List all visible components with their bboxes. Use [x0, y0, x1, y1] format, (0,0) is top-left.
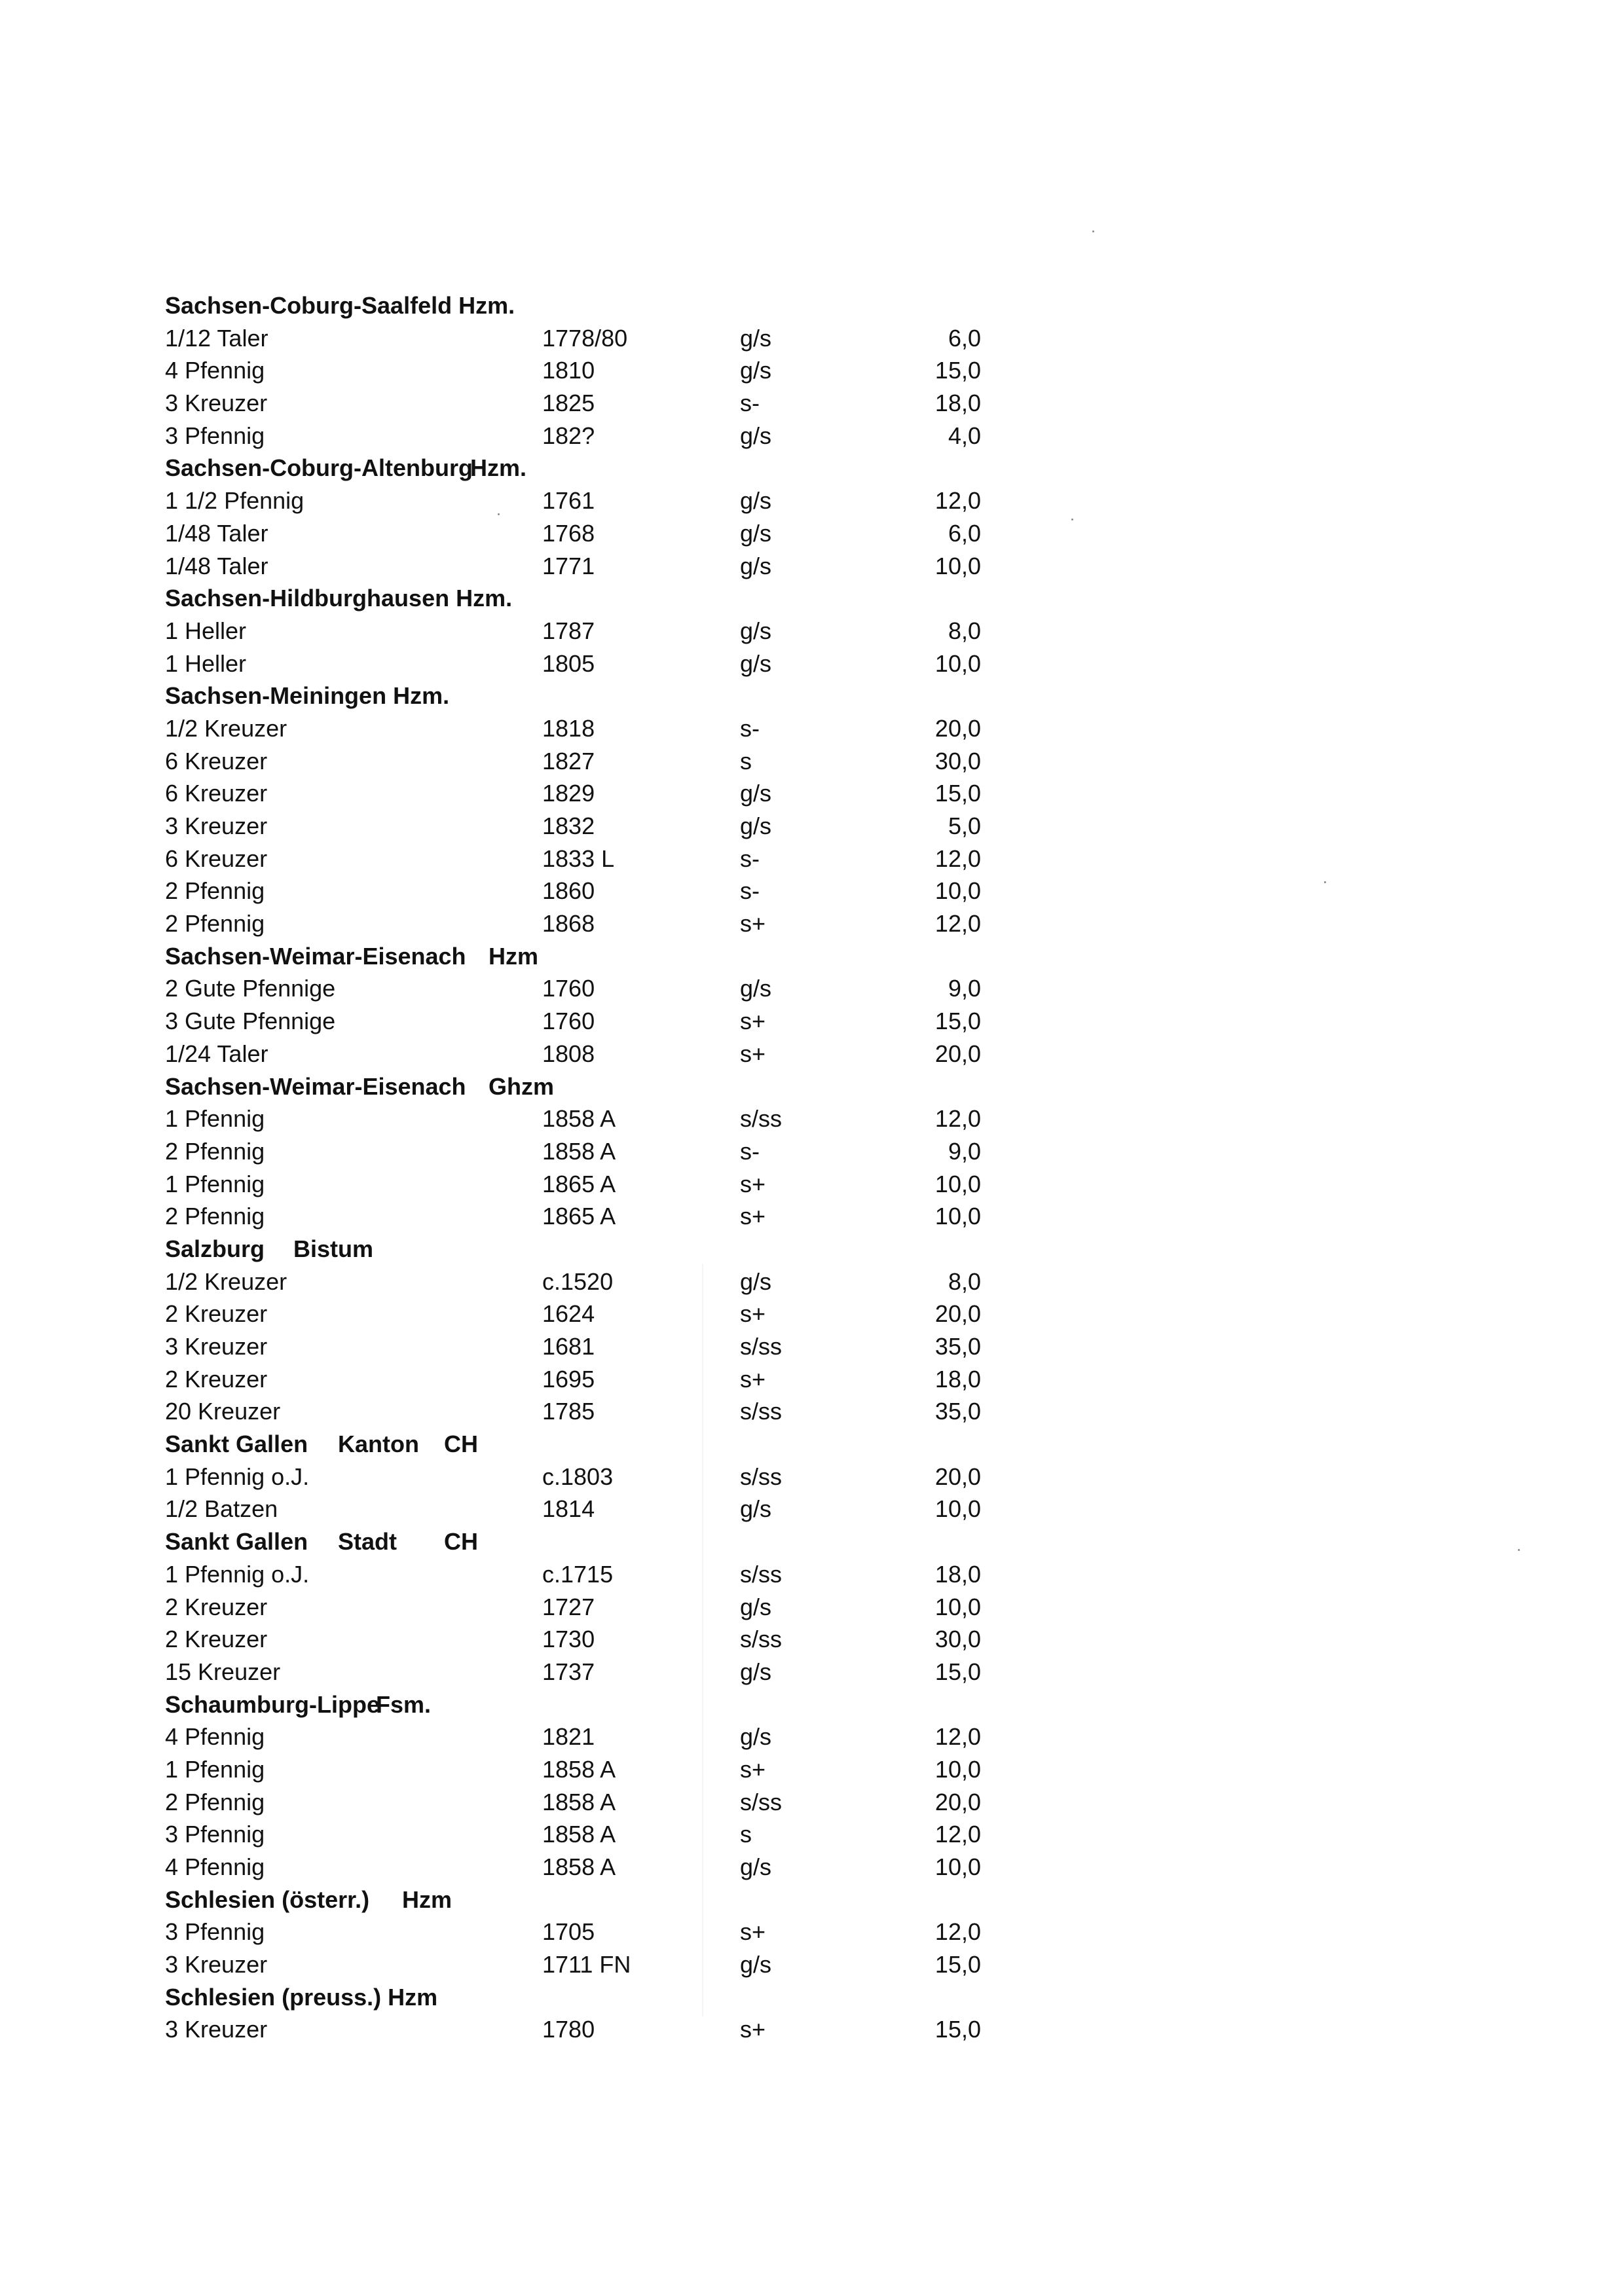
coin-price: 10,0 [934, 649, 981, 677]
coin-price: 18,0 [934, 1560, 981, 1588]
coin-denomination: 4 Pfennig [165, 1723, 265, 1751]
coin-row [162, 647, 1027, 680]
coin-year: 1681 [542, 1333, 595, 1360]
coin-grade: g/s [740, 1723, 772, 1751]
coin-year: 1858 A [542, 1788, 616, 1815]
coin-row [162, 1786, 1027, 1819]
coin-price: 10,0 [934, 877, 981, 905]
coin-denomination: 1 Heller [165, 617, 247, 644]
coin-row [162, 1818, 1027, 1851]
coin-year: 182? [542, 422, 595, 449]
scan-speck [1071, 519, 1073, 520]
coin-denomination: 1 1/2 Pfennig [165, 487, 304, 515]
coin-grade: s+ [740, 1203, 766, 1230]
coin-price: 15,0 [934, 1008, 981, 1035]
coin-price: 6,0 [948, 519, 981, 547]
coin-denomination: 2 Pfennig [165, 877, 265, 905]
coin-grade: g/s [740, 552, 772, 579]
coin-row [162, 550, 1027, 583]
coin-year: 1771 [542, 552, 595, 579]
coin-denomination: 1 Pfennig o.J. [165, 1560, 310, 1588]
section-territory: Sachsen-Coburg-Altenburg [165, 454, 473, 482]
coin-grade: g/s [740, 975, 772, 1002]
coin-row [162, 1948, 1027, 1981]
coin-price: 4,0 [948, 422, 981, 449]
section-territory: Schaumburg-Lippe [165, 1690, 380, 1718]
coin-year: c.1803 [542, 1463, 614, 1490]
coin-price: 12,0 [934, 1821, 981, 1848]
coin-price: 30,0 [934, 1626, 981, 1653]
coin-price: 18,0 [934, 1365, 981, 1393]
coin-denomination: 1/48 Taler [165, 552, 268, 579]
section-qualifier: Hzm [489, 942, 539, 970]
coin-price: 10,0 [934, 1495, 981, 1523]
coin-year: 1860 [542, 877, 595, 905]
coin-year: 1760 [542, 1008, 595, 1035]
coin-price: 12,0 [934, 910, 981, 938]
coin-price: 30,0 [934, 747, 981, 774]
coin-price: 9,0 [948, 975, 981, 1002]
coin-price: 20,0 [934, 1300, 981, 1328]
coin-grade: s/ss [740, 1788, 783, 1815]
coin-year: 1711 FN [542, 1951, 631, 1978]
coin-grade: g/s [740, 1951, 772, 1978]
coin-denomination: 1/2 Kreuzer [165, 714, 287, 742]
coin-grade: s- [740, 714, 760, 742]
coin-row [162, 1493, 1027, 1525]
coin-grade: s/ss [740, 1560, 783, 1588]
coin-price: 20,0 [934, 1040, 981, 1067]
section-territory: Salzburg [165, 1235, 265, 1262]
coin-row [162, 1168, 1027, 1201]
coin-price: 20,0 [934, 1463, 981, 1490]
section-heading [162, 1981, 1027, 2014]
coin-denomination: 2 Kreuzer [165, 1593, 268, 1620]
coin-price: 10,0 [934, 1853, 981, 1880]
coin-year: 1805 [542, 649, 595, 677]
coin-grade: s- [740, 845, 760, 872]
coin-denomination: 1 Heller [165, 649, 247, 677]
coin-grade: g/s [740, 519, 772, 547]
coin-year: 1832 [542, 812, 595, 839]
coin-grade: g/s [740, 617, 772, 644]
coin-row [162, 1753, 1027, 1786]
coin-grade: s+ [740, 1300, 766, 1328]
scan-speck [1518, 1549, 1520, 1551]
coin-year: 1780 [542, 2016, 595, 2043]
coin-row [162, 1330, 1027, 1363]
coin-grade: g/s [740, 1853, 772, 1880]
coin-denomination: 3 Kreuzer [165, 1333, 268, 1360]
coin-year: c.1715 [542, 1560, 614, 1588]
section-territory: Sachsen-Meiningen Hzm. [165, 682, 450, 710]
coin-row [162, 1916, 1027, 1948]
coin-year: 1829 [542, 780, 595, 807]
scan-column-shadow [702, 1264, 703, 2016]
coin-year: 1858 A [542, 1105, 616, 1133]
coin-row [162, 354, 1027, 387]
coin-row [162, 712, 1027, 745]
coin-denomination: 3 Pfennig [165, 1918, 265, 1946]
coin-price: 10,0 [934, 1170, 981, 1197]
coin-year: 1825 [542, 390, 595, 417]
coin-price: 15,0 [934, 1951, 981, 1978]
coin-denomination: 1/12 Taler [165, 324, 268, 352]
coin-price: 8,0 [948, 617, 981, 644]
section-heading [162, 1884, 1027, 1916]
section-heading [162, 1070, 1027, 1103]
coin-year: 1818 [542, 714, 595, 742]
section-heading [162, 1688, 1027, 1721]
coin-denomination: 4 Pfennig [165, 357, 265, 384]
coin-year: 1814 [542, 1495, 595, 1523]
coin-row [162, 810, 1027, 843]
coin-row [162, 1591, 1027, 1624]
section-qualifier: CH [444, 1430, 478, 1458]
coin-price: 12,0 [934, 487, 981, 515]
coin-year: 1808 [542, 1040, 595, 1067]
coin-row [162, 1200, 1027, 1233]
section-qualifier: Hzm. [470, 454, 527, 482]
coin-row [162, 875, 1027, 907]
coin-row [162, 615, 1027, 647]
coin-year: 1865 A [542, 1170, 616, 1197]
coin-denomination: 1 Pfennig o.J. [165, 1463, 310, 1490]
coin-denomination: 4 Pfennig [165, 1853, 265, 1880]
section-territory: Schlesien (preuss.) Hzm [165, 1983, 438, 2011]
coin-price: 15,0 [934, 2016, 981, 2043]
section-heading [162, 1428, 1027, 1461]
section-territory: Sachsen-Weimar-Eisenach [165, 1072, 466, 1100]
coin-row [162, 907, 1027, 940]
section-qualifier: Ghzm [489, 1072, 555, 1100]
coin-row [162, 1005, 1027, 1038]
section-heading [162, 680, 1027, 712]
coin-row [162, 1266, 1027, 1298]
coin-row [162, 420, 1027, 452]
section-territory: Sachsen-Hildburghausen Hzm. [165, 585, 513, 612]
coin-row [162, 1851, 1027, 1884]
coin-price: 9,0 [948, 1137, 981, 1165]
coin-catalog-list [162, 289, 1027, 2046]
coin-denomination: 2 Kreuzer [165, 1300, 268, 1328]
coin-year: 1858 A [542, 1755, 616, 1783]
coin-price: 8,0 [948, 1267, 981, 1295]
coin-row [162, 1395, 1027, 1428]
coin-denomination: 2 Pfennig [165, 1137, 265, 1165]
section-heading [162, 1525, 1027, 1558]
coin-grade: g/s [740, 422, 772, 449]
coin-denomination: 1/48 Taler [165, 519, 268, 547]
coin-grade: s/ss [740, 1105, 783, 1133]
coin-denomination: 1 Pfennig [165, 1755, 265, 1783]
coin-grade: g/s [740, 357, 772, 384]
coin-grade: s+ [740, 1365, 766, 1393]
coin-price: 35,0 [934, 1333, 981, 1360]
coin-row [162, 1298, 1027, 1330]
coin-year: 1737 [542, 1658, 595, 1685]
coin-grade: g/s [740, 1658, 772, 1685]
section-heading [162, 452, 1027, 484]
coin-year: 1727 [542, 1593, 595, 1620]
coin-year: 1760 [542, 975, 595, 1002]
coin-year: 1858 A [542, 1137, 616, 1165]
coin-row [162, 1623, 1027, 1656]
coin-denomination: 2 Pfennig [165, 910, 265, 938]
coin-grade: g/s [740, 1593, 772, 1620]
section-territory: Sankt Gallen [165, 1528, 308, 1556]
section-territory: Sachsen-Weimar-Eisenach [165, 942, 466, 970]
coin-price: 12,0 [934, 1105, 981, 1133]
coin-row [162, 387, 1027, 420]
coin-year: 1705 [542, 1918, 595, 1946]
coin-year: 1785 [542, 1398, 595, 1425]
coin-grade: s+ [740, 1040, 766, 1067]
coin-price: 18,0 [934, 390, 981, 417]
coin-grade: s/ss [740, 1333, 783, 1360]
coin-year: 1624 [542, 1300, 595, 1328]
coin-grade: s- [740, 877, 760, 905]
coin-price: 10,0 [934, 552, 981, 579]
coin-denomination: 3 Kreuzer [165, 1951, 268, 1978]
coin-price: 10,0 [934, 1593, 981, 1620]
coin-denomination: 3 Pfennig [165, 422, 265, 449]
coin-row [162, 777, 1027, 810]
coin-grade: g/s [740, 780, 772, 807]
section-territory: Sachsen-Coburg-Saalfeld Hzm. [165, 292, 515, 319]
coin-denomination: 15 Kreuzer [165, 1658, 281, 1685]
coin-grade: s+ [740, 1755, 766, 1783]
coin-row [162, 517, 1027, 550]
section-territory: Sankt Gallen [165, 1430, 308, 1458]
section-qualifier: Bistum [293, 1235, 374, 1262]
coin-grade: g/s [740, 487, 772, 515]
section-heading [162, 1233, 1027, 1266]
coin-denomination: 2 Kreuzer [165, 1365, 268, 1393]
coin-grade: g/s [740, 812, 772, 839]
coin-row [162, 1461, 1027, 1493]
coin-year: 1858 A [542, 1853, 616, 1880]
coin-denomination: 3 Kreuzer [165, 2016, 268, 2043]
coin-price: 5,0 [948, 812, 981, 839]
coin-grade: s+ [740, 910, 766, 938]
coin-price: 15,0 [934, 780, 981, 807]
coin-denomination: 1/24 Taler [165, 1040, 268, 1067]
coin-grade: s/ss [740, 1626, 783, 1653]
coin-row [162, 1135, 1027, 1168]
coin-denomination: 3 Pfennig [165, 1821, 265, 1848]
coin-year: 1730 [542, 1626, 595, 1653]
coin-denomination: 1 Pfennig [165, 1170, 265, 1197]
coin-year: 1761 [542, 487, 595, 515]
coin-grade: g/s [740, 1267, 772, 1295]
coin-row [162, 843, 1027, 875]
coin-grade: s+ [740, 1008, 766, 1035]
coin-grade: s/ss [740, 1463, 783, 1490]
section-qualifier: Stadt [338, 1528, 397, 1556]
coin-grade: s+ [740, 1170, 766, 1197]
coin-row [162, 1102, 1027, 1135]
coin-price: 20,0 [934, 714, 981, 742]
coin-denomination: 1 Pfennig [165, 1105, 265, 1133]
coin-denomination: 6 Kreuzer [165, 845, 268, 872]
coin-year: 1827 [542, 747, 595, 774]
coin-denomination: 2 Kreuzer [165, 1626, 268, 1653]
coin-grade: s+ [740, 1918, 766, 1946]
coin-year: 1833 L [542, 845, 615, 872]
coin-row [162, 2013, 1027, 2046]
coin-denomination: 1/2 Batzen [165, 1495, 278, 1523]
coin-grade: s- [740, 390, 760, 417]
coin-year: 1778/80 [542, 324, 628, 352]
coin-price: 12,0 [934, 845, 981, 872]
coin-grade: g/s [740, 649, 772, 677]
section-qualifier: Hzm [402, 1886, 452, 1913]
coin-denomination: 2 Pfennig [165, 1203, 265, 1230]
coin-denomination: 3 Kreuzer [165, 812, 268, 839]
coin-year: 1821 [542, 1723, 595, 1751]
coin-price: 10,0 [934, 1755, 981, 1783]
section-qualifier: Kanton [338, 1430, 419, 1458]
section-qualifier: CH [444, 1528, 478, 1556]
coin-denomination: 2 Pfennig [165, 1788, 265, 1815]
coin-price: 12,0 [934, 1723, 981, 1751]
coin-row [162, 745, 1027, 778]
section-territory: Schlesien (österr.) [165, 1886, 370, 1913]
scan-speck [1092, 230, 1094, 232]
coin-price: 12,0 [934, 1918, 981, 1946]
coin-price: 15,0 [934, 1658, 981, 1685]
coin-denomination: 2 Gute Pfennige [165, 975, 336, 1002]
coin-year: 1787 [542, 617, 595, 644]
coin-denomination: 6 Kreuzer [165, 780, 268, 807]
coin-denomination: 6 Kreuzer [165, 747, 268, 774]
scan-speck [498, 513, 500, 515]
coin-row [162, 322, 1027, 355]
coin-grade: s [740, 747, 752, 774]
coin-year: 1868 [542, 910, 595, 938]
coin-row [162, 1038, 1027, 1070]
section-heading [162, 940, 1027, 973]
coin-row [162, 1656, 1027, 1688]
section-heading [162, 289, 1027, 322]
coin-grade: s [740, 1821, 752, 1848]
coin-year: 1858 A [542, 1821, 616, 1848]
coin-denomination: 3 Gute Pfennige [165, 1008, 336, 1035]
coin-row [162, 484, 1027, 517]
coin-grade: g/s [740, 324, 772, 352]
coin-year: 1810 [542, 357, 595, 384]
coin-year: 1695 [542, 1365, 595, 1393]
coin-row [162, 1363, 1027, 1396]
coin-grade: s+ [740, 2016, 766, 2043]
section-qualifier: Fsm. [376, 1690, 432, 1718]
coin-price: 35,0 [934, 1398, 981, 1425]
coin-price: 6,0 [948, 324, 981, 352]
coin-year: 1865 A [542, 1203, 616, 1230]
coin-denomination: 1/2 Kreuzer [165, 1267, 287, 1295]
coin-row [162, 1721, 1027, 1753]
coin-year: c.1520 [542, 1267, 614, 1295]
coin-price: 20,0 [934, 1788, 981, 1815]
coin-denomination: 3 Kreuzer [165, 390, 268, 417]
coin-denomination: 20 Kreuzer [165, 1398, 281, 1425]
coin-row [162, 1558, 1027, 1591]
coin-row [162, 972, 1027, 1005]
coin-price: 10,0 [934, 1203, 981, 1230]
coin-grade: g/s [740, 1495, 772, 1523]
coin-year: 1768 [542, 519, 595, 547]
coin-grade: s- [740, 1137, 760, 1165]
coin-grade: s/ss [740, 1398, 783, 1425]
scan-speck [1324, 881, 1326, 883]
coin-price: 15,0 [934, 357, 981, 384]
section-heading [162, 582, 1027, 615]
